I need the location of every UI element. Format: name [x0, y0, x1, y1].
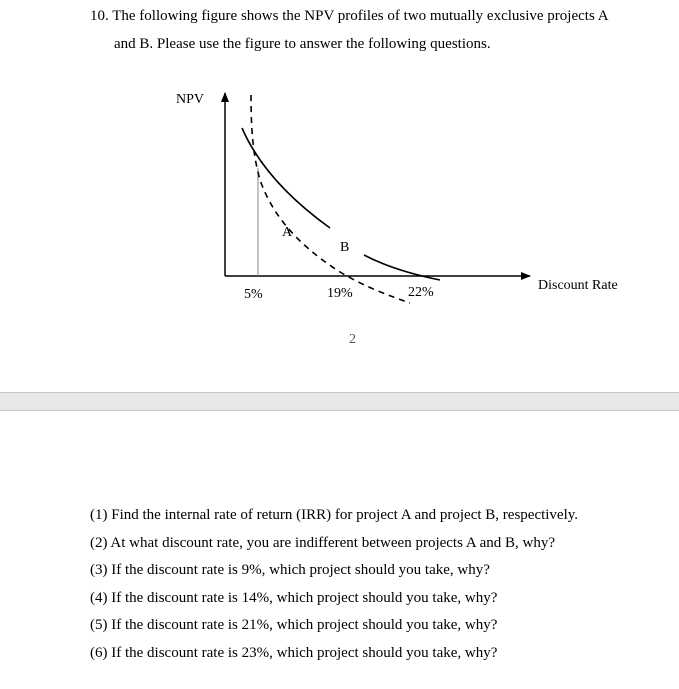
project-a-npv-curve	[251, 95, 410, 303]
sub-question-4: (4) If the discount rate is 14%, which project should you take, why?	[90, 590, 498, 606]
curve-b-label: B	[340, 240, 350, 255]
project-b-npv-curve-upper	[242, 128, 330, 228]
tick-label-19: 19%	[327, 286, 353, 301]
y-axis-label: NPV	[176, 92, 205, 107]
sub-question-3: (3) If the discount rate is 9%, which project should you take, why?	[90, 562, 490, 578]
curve-a-label: A	[282, 225, 293, 240]
tick-label-5: 5%	[244, 287, 263, 302]
sub-question-1: (1) Find the internal rate of return (IRR) for project A and project B, respectively.	[90, 507, 579, 523]
sub-question-2: (2) At what discount rate, you are indifferent between projects A and B, why?	[90, 535, 556, 551]
page-number: 2	[349, 332, 356, 347]
question-line-2: and B. Please use the figure to answer the following questions.	[114, 36, 491, 52]
x-axis-label: Discount Rate	[538, 278, 618, 293]
question-line-1: 10. The following figure shows the NPV profiles of two mutually exclusive projects A	[90, 8, 609, 24]
sub-question-5: (5) If the discount rate is 21%, which project should you take, why?	[90, 617, 498, 633]
page-break-divider	[0, 392, 679, 411]
sub-question-6: (6) If the discount rate is 23%, which project should you take, why?	[90, 645, 498, 661]
tick-label-22: 22%	[408, 285, 434, 300]
